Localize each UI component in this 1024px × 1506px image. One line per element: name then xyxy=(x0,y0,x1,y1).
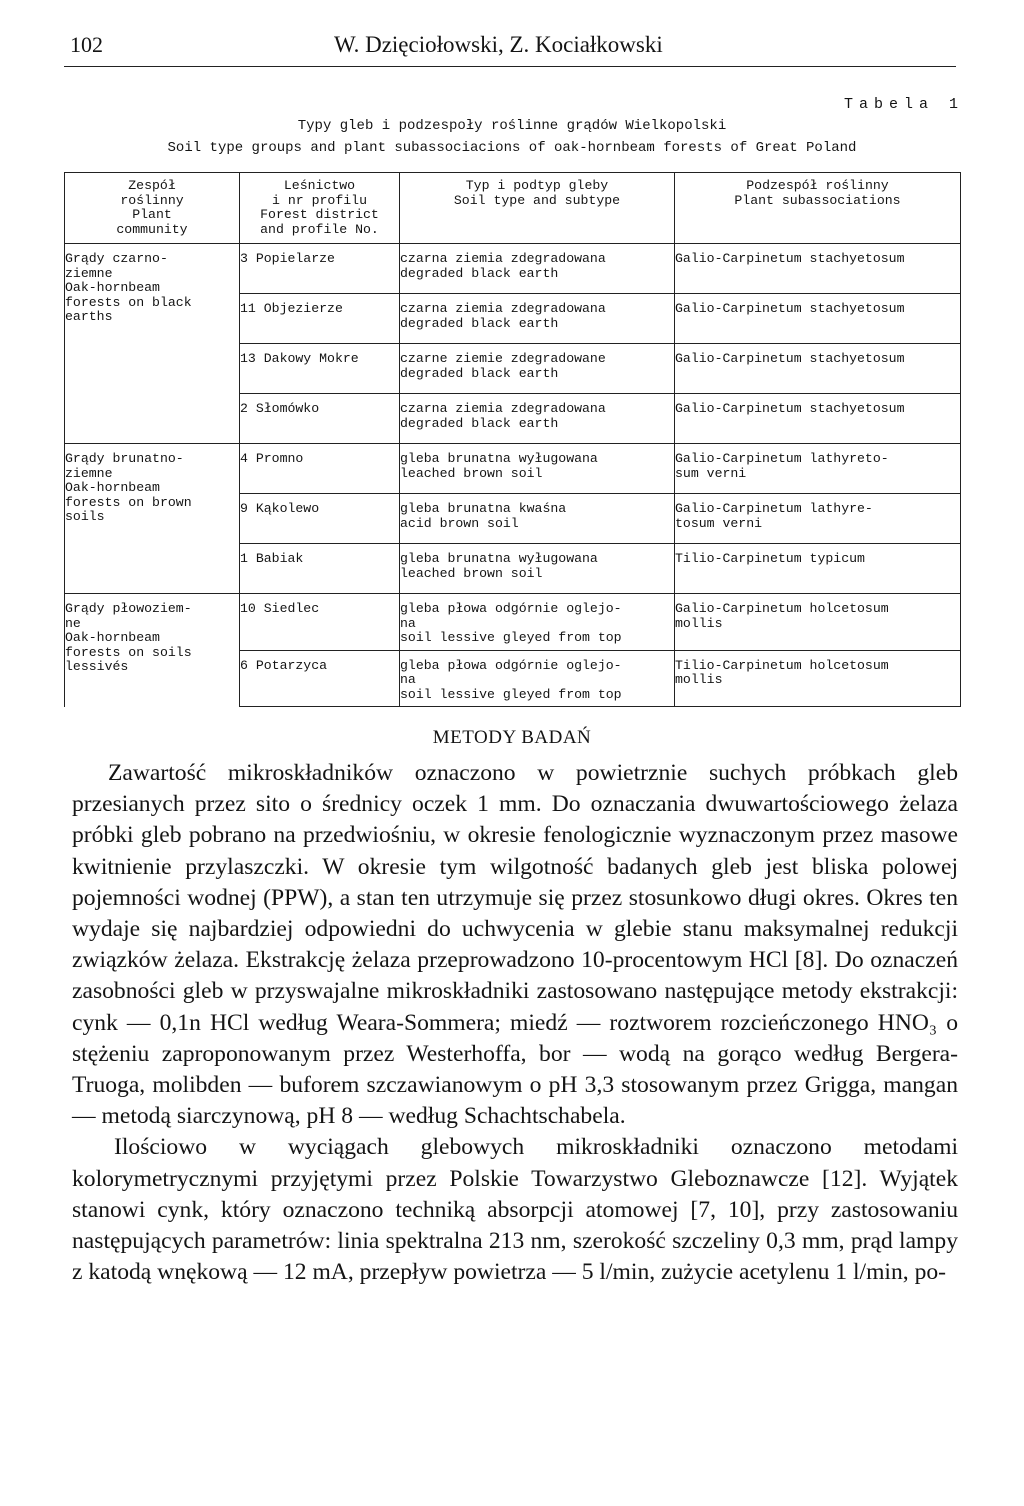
plant-community-cell xyxy=(65,244,240,444)
soil-type-line: czarna ziemia zdegradowana xyxy=(400,301,606,316)
running-head: W. Dzięciołowski, Z. Kociałkowski xyxy=(334,32,663,57)
table-row xyxy=(65,244,961,294)
plant-community-line: soils xyxy=(65,509,105,524)
soil-type-line: soil lessive gleyed from top xyxy=(400,630,622,645)
plant-subassociation-cell xyxy=(675,444,961,494)
plant-subassociation-line: mollis xyxy=(675,672,723,687)
plant-community-line: forests on soils xyxy=(65,644,192,660)
plant-subassociation-cell xyxy=(675,344,961,394)
page-number: 102 xyxy=(70,32,103,57)
soil-type-line: gleba brunatna wyługowana xyxy=(400,551,598,566)
soil-type-cell xyxy=(400,444,675,494)
forest-district-cell: 3 Popielarze xyxy=(240,244,400,294)
column-header-line: Plant xyxy=(132,207,172,222)
plant-community-line: ne xyxy=(65,615,81,631)
plant-community-line: Grądy płowoziem- xyxy=(65,601,192,616)
plant-subassociation-line: Tilio-Carpinetum holcetosum xyxy=(675,657,889,673)
plant-subassociation-line: Galio-Carpinetum holcetosum xyxy=(675,601,889,616)
soil-type-line: leached brown soil xyxy=(400,465,543,481)
plant-subassociation-cell xyxy=(675,394,961,444)
plant-subassociation-line: Galio-Carpinetum stachyetosum xyxy=(675,401,905,416)
section-title: METODY BADAŃ xyxy=(432,727,592,748)
forest-district-cell: 6 Potarzyca xyxy=(240,650,400,707)
forest-district-cell: 13 Dakowy Mokre xyxy=(240,344,400,394)
soil-type-line: leached brown soil xyxy=(400,565,543,581)
plant-community-line: ziemne xyxy=(65,465,113,481)
soil-table xyxy=(64,172,961,707)
plant-community-cell xyxy=(65,444,240,594)
soil-type-line: acid brown soil xyxy=(400,515,519,531)
column-header-line: community xyxy=(116,221,188,237)
table-header-row xyxy=(65,173,961,244)
soil-type-line: gleba brunatna wyługowana xyxy=(400,451,598,466)
plant-subassociation-cell xyxy=(675,544,961,594)
plant-subassociation-line: mollis xyxy=(675,615,723,631)
soil-type-line: degraded black earth xyxy=(400,415,559,431)
soil-type-line: gleba płowa odgórnie oglejo- xyxy=(400,601,622,616)
plant-community-line: Grądy czarno- xyxy=(65,251,168,266)
plant-subassociation-line: Galio-Carpinetum stachyetosum xyxy=(675,351,905,366)
column-header-line: Zespół xyxy=(128,178,176,193)
forest-district-cell: 9 Kąkolewo xyxy=(240,494,400,544)
soil-type-line: czarna ziemia zdegradowana xyxy=(400,401,606,416)
column-header-line: Plant subassociations xyxy=(734,192,901,208)
forest-district-cell: 2 Słomówko xyxy=(240,394,400,444)
body-text xyxy=(72,758,958,1288)
forest-district-cell: 11 Objezierze xyxy=(240,294,400,344)
soil-type-line: czarne ziemie zdegradowane xyxy=(400,351,606,366)
column-header-line: Typ i podtyp gleby xyxy=(465,178,609,193)
plant-community-line: earths xyxy=(65,309,113,324)
plant-subassociation-line: tosum verni xyxy=(675,515,763,531)
soil-type-line: degraded black earth xyxy=(400,265,559,281)
soil-type-line: degraded black earth xyxy=(400,315,559,331)
forest-district-cell: 10 Siedlec xyxy=(240,594,400,651)
plant-subassociation-cell xyxy=(675,494,961,544)
soil-type-line: gleba brunatna kwaśna xyxy=(400,501,567,516)
soil-type-cell xyxy=(400,594,675,651)
plant-subassociation-cell xyxy=(675,650,961,707)
column-header-line: Soil type and subtype xyxy=(453,192,621,208)
column-header xyxy=(65,173,240,244)
soil-type-line: degraded black earth xyxy=(400,365,559,381)
plant-subassociation-line: Tilio-Carpinetum typicum xyxy=(675,551,865,566)
plant-subassociation-line: Galio-Carpinetum stachyetosum xyxy=(675,301,905,316)
plant-subassociation-line: Galio-Carpinetum lathyre- xyxy=(675,501,873,516)
plant-community-line: Grądy brunatno- xyxy=(65,451,184,466)
soil-type-line: czarna ziemia zdegradowana xyxy=(400,251,606,266)
page-header xyxy=(64,24,956,67)
column-header-line: i nr profilu xyxy=(272,192,367,208)
soil-type-line: soil lessive gleyed from top xyxy=(400,686,622,702)
plant-subassociation-line: Galio-Carpinetum lathyreto- xyxy=(675,451,889,466)
plant-subassociation-cell xyxy=(675,594,961,651)
column-header-line: Forest district xyxy=(260,207,379,222)
soil-type-cell xyxy=(400,244,675,294)
paragraph: Zawartość mikroskładników oznaczono w powietrznie suchych próbkach gleb przesianych przez sito o średnicy oczek 1 mm. Do oznaczania dwuwartościowego żelaza próbki gleb pobrano na przedwiośniu, w okresie fenologicznie wyznaczonym przez masowe kwitnienie przylaszczki. W okresie tym wilgotność badanych gleb jest bliska polowej pojemności wodnej (PPW), a stan ten utrzymuje się przez stosunkowo długi okres. Okres ten wydaje się najbardziej odpowiedni do uchwycenia w glebie stanu maksymalnej redukcji związków żelaza. Ekstrakcję żelaza przeprowadzono 10-procentowym HCl [8]. Do oznaczeń zasobności gleb w przyswajalne mikroskładniki zastosowano następujące metody ekstrakcji: cynk — 0,1n HCl według Weara-Sommera; miedź — roztworem rozcieńczonego HNO₃ o stężeniu zaproponowanym przez Westerhoffa, bor — wodą na gorąco według Bergera-Truoga, molibden — buforem szczawianowym o pH 3,3 stosowanym przez Grigga, mangan — metodą siarczynową, pH 8 — według Schachtschabela. xyxy=(72,760,958,1130)
column-header-line: roślinny xyxy=(120,192,184,208)
column-header xyxy=(240,173,400,244)
column-header xyxy=(675,173,961,244)
plant-community-line: forests on black xyxy=(65,294,192,310)
soil-type-line: na xyxy=(400,615,416,631)
forest-district-cell: 1 Babiak xyxy=(240,544,400,594)
table-caption-en: Soil type groups and plant subassociacions of oak-hornbeam forests of Great Poland xyxy=(167,140,857,156)
plant-subassociation-line: Galio-Carpinetum stachyetosum xyxy=(675,251,905,266)
column-header xyxy=(400,173,675,244)
plant-community-line: Oak-hornbeam xyxy=(65,480,160,495)
table-row xyxy=(65,594,961,651)
soil-type-line: na xyxy=(400,672,416,687)
column-header-line: Leśnictwo xyxy=(283,178,356,193)
plant-community-cell xyxy=(65,594,240,707)
plant-community-line: Oak-hornbeam xyxy=(65,280,160,295)
table-label: Tabela 1 xyxy=(843,96,964,113)
soil-type-cell xyxy=(400,394,675,444)
soil-type-cell xyxy=(400,344,675,394)
soil-type-line: gleba płowa odgórnie oglejo- xyxy=(400,657,622,673)
plant-community-line: lessivés xyxy=(65,659,129,674)
plant-subassociation-line: sum verni xyxy=(675,465,747,481)
table-row xyxy=(65,444,961,494)
soil-type-cell xyxy=(400,544,675,594)
forest-district-cell: 4 Promno xyxy=(240,444,400,494)
plant-subassociation-cell xyxy=(675,244,961,294)
table-caption-pl: Typy gleb i podzespoły roślinne grądów Wielkopolski xyxy=(297,118,727,134)
plant-community-line: forests on brown xyxy=(65,494,192,510)
column-header-line: and profile No. xyxy=(260,221,379,237)
soil-type-table xyxy=(64,172,960,707)
soil-type-cell xyxy=(400,294,675,344)
column-header-line: Podzespół roślinny xyxy=(746,178,889,193)
plant-subassociation-cell xyxy=(675,294,961,344)
paragraph: Ilościowo w wyciągach glebowych mikroskładniki oznaczono metodami kolorymetrycznymi przyjętymi przez Polskie Towarzystwo Gleboznawcze [12]. Wyjątek stanowi cynk, który oznaczono techniką absorpcji atomowej [7, 10], przy zastosowaniu następujących parametrów: linia spektralna 213 nm, szerokość szczeliny 0,3 mm, prąd lampy z katodą wnękową — 12 mA, przepływ powietrza — 5 l/min, zużycie acetylenu 1 l/min, po- xyxy=(72,1134,958,1286)
plant-community-line: ziemne xyxy=(65,265,113,281)
soil-type-cell xyxy=(400,494,675,544)
plant-community-line: Oak-hornbeam xyxy=(65,630,160,645)
soil-type-cell xyxy=(400,650,675,707)
